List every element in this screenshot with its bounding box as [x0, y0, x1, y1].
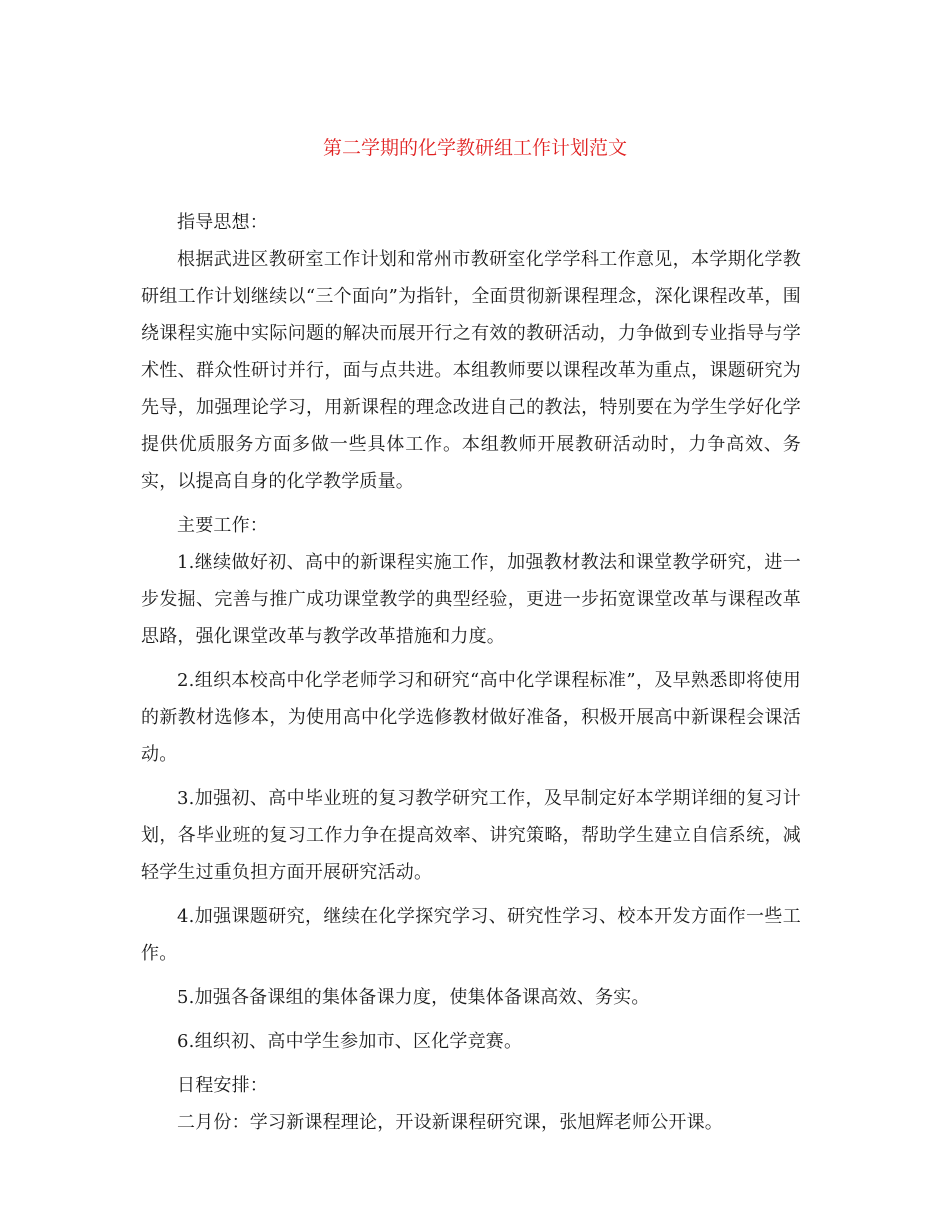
document-body: [141, 204, 801, 1148]
work-item-6: 6.组织初、高中学生参加市、区化学竞赛。: [177, 1031, 523, 1052]
schedule-item-february: 二月份：学习新课程理论，开设新课程研究课，张旭辉老师公开课。: [177, 1112, 723, 1133]
work-item-3: 3.加强初、高中毕业班的复习教学研究工作，及早制定好本学期详细的复习计划，各毕业班的复习工作力争在提高效率、讲究策略，帮助学生建立自信系统，减轻学生过重负担方面开展研究活动。: [141, 788, 801, 883]
work-item-4: 4.加强课题研究，继续在化学探究学习、研究性学习、校本开发方面作一些工作。: [141, 906, 801, 964]
work-item-5: 5.加强各备课组的集体备课力度，使集体备课高效、务实。: [177, 987, 650, 1008]
work-item-2: 2.组织本校高中化学老师学习和研究“高中化学课程标准”，及早熟悉即将使用的新教材选修本，为使用高中化学选修教材做好准备，积极开展高中新课程会课活动。: [141, 670, 801, 765]
section-heading-main-work: 主要工作：: [177, 515, 268, 536]
section-heading-schedule: 日程安排：: [177, 1075, 268, 1096]
work-item-1: 1.继续做好初、高中的新课程实施工作，加强教材教法和课堂教学研究，进一步发掘、完善与推广成功课堂教学的典型经验，更进一步拓宽课堂改革与课程改革思路，强化课堂改革与教学改革措施和力度。: [141, 552, 801, 647]
document-title: 第二学期的化学教研组工作计划范文: [322, 137, 627, 159]
section-heading-guiding-thought: 指导思想：: [177, 212, 268, 233]
paragraph-guiding-thought: 根据武进区教研室工作计划和常州市教研室化学学科工作意见，本学期化学教研组工作计划继续以“三个面向”为指针，全面贯彻新课程理念，深化课程改革，围绕课程实施中实际问题的解决而展开行之有效的教研活动，力争做到专业指导与学术性、群众性研讨并行，面与点共进。本组教师要以课程改革为重点，课题研究为先导，加强理论学习，用新课程的理念改进自己的教法，特别要在为学生学好化学提供优质服务方面多做一些具体工作。本组教师开展教研活动时，力争高效、务实，以提高自身的化学教学质量。: [141, 249, 801, 492]
